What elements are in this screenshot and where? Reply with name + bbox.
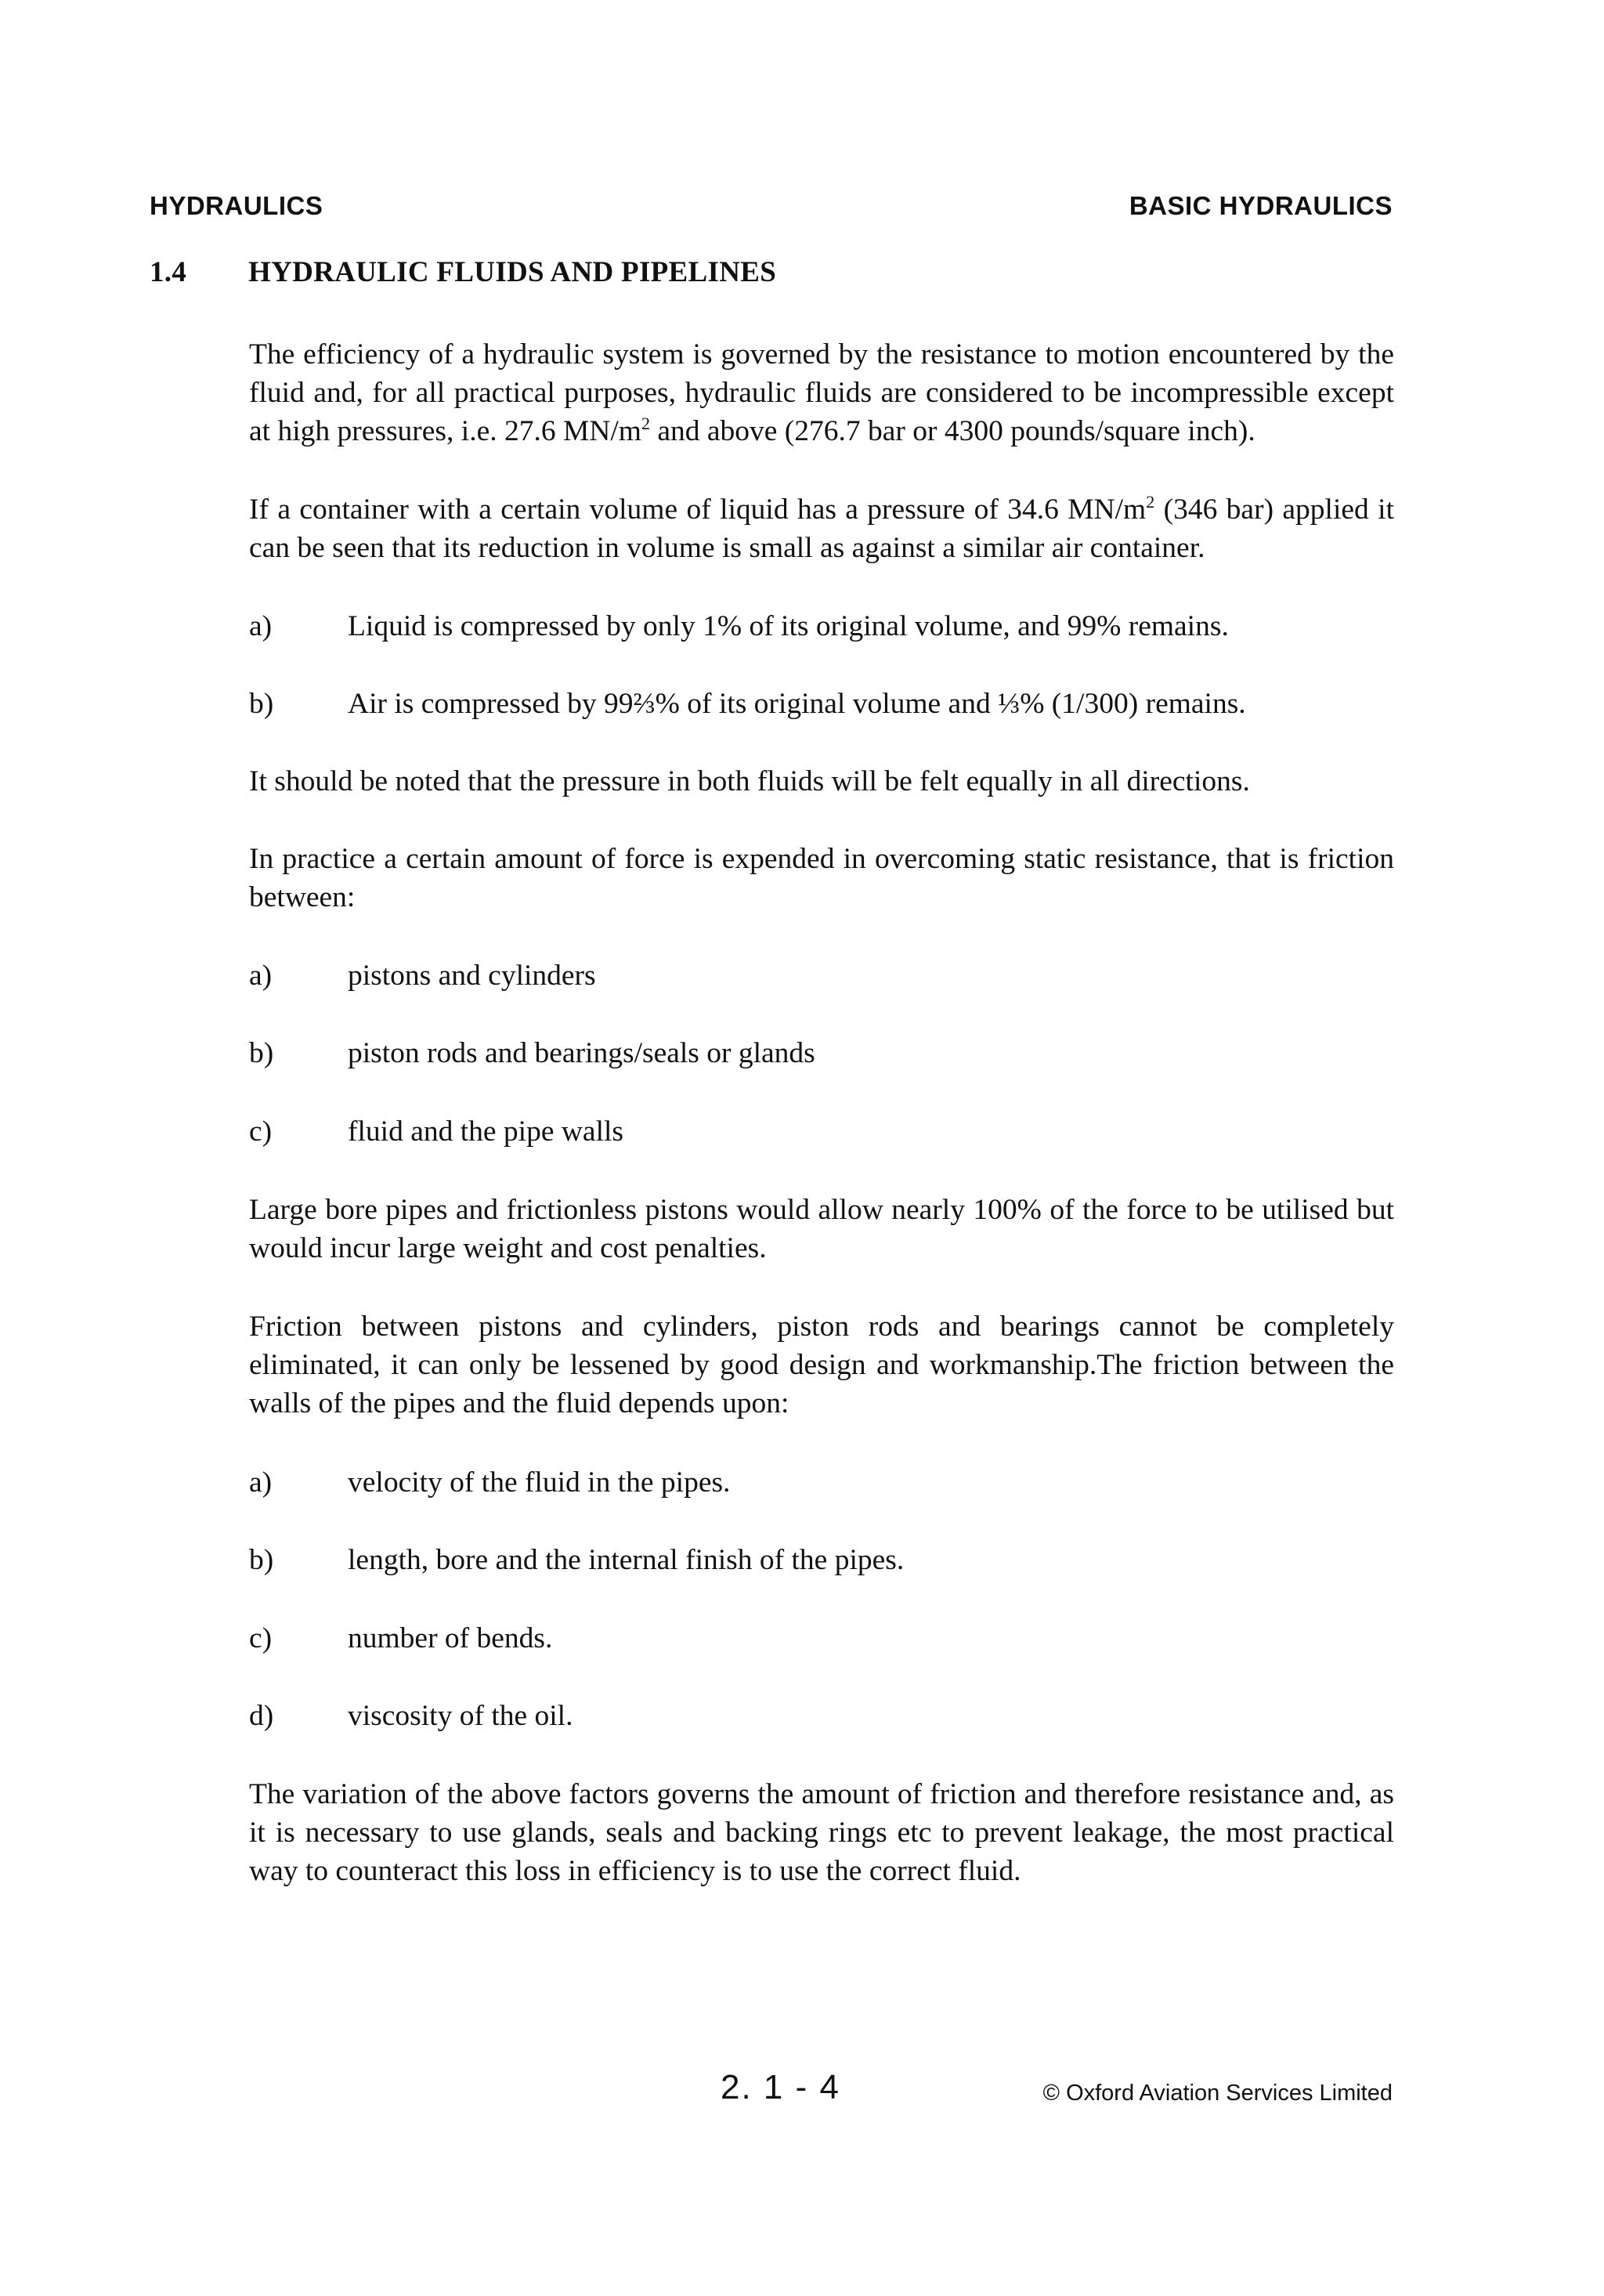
paragraph-efficiency: The efficiency of a hydraulic system is governed by the resistance to motion encountered by the fluid and, for all practical purposes, hydraulic fluids are considered to be incompressible except at high pressures, i.e. 27.6 $MN/m^2$ and above (276.7 bar or 4300 pounds/square inch). (249, 338, 1394, 447)
list-item: b) Air is compressed by 99⅔% of its original volume and ⅓% (1/300) remains. (249, 688, 1246, 720)
paragraph-conclusion: The variation of the above factors governs the amount of friction and therefore resistance and, as it is necessary to use glands, seals and backing rings etc to prevent leakage, the most practical way to counteract this loss in efficiency is to use the correct fluid. (249, 1778, 1394, 1887)
section-heading (150, 255, 776, 289)
paragraph-container: If a container with a certain volume of liquid has a pressure of 34.6 $MN/m^2$ (346 bar) applied it can be seen that its reduction in volume is small as against a similar air container. (249, 492, 1394, 564)
list-item: a) Liquid is compressed by only 1% of its original volume, and 99% remains. (249, 610, 1229, 642)
paragraph-friction: Friction between pistons and cylinders, piston rods and bearings cannot be completely eliminated, it can only be lessened by good design and workmanship.The friction between the walls of the pipes and the fluid depends upon: (249, 1311, 1394, 1419)
list-item: c) number of bends. (249, 1622, 553, 1654)
section-number: 1.4 (150, 256, 187, 288)
list-item: c) fluid and the pipe walls (249, 1115, 624, 1148)
paragraph-large-bore: Large bore pipes and frictionless pistons would allow nearly 100% of the force to be utilised but would incur large weight and cost penalties. (249, 1194, 1394, 1264)
running-header-right: BASIC HYDRAULICS (1129, 191, 1393, 220)
paragraph-pressure-note: It should be noted that the pressure in both fluids will be felt equally in all directions. (249, 765, 1250, 797)
list-item: b) piston rods and bearings/seals or glands (249, 1037, 815, 1069)
page-number: 2. 1 - 4 (721, 2068, 840, 2106)
running-header-left: HYDRAULICS (150, 191, 323, 220)
list-item: a) pistons and cylinders (249, 960, 596, 992)
list-item: b) length, bore and the internal finish of the pipes. (249, 1544, 905, 1576)
section-title: HYDRAULIC FLUIDS AND PIPELINES (248, 256, 777, 288)
list-item: a) velocity of the fluid in the pipes. (249, 1466, 731, 1499)
paragraph-static-resistance: In practice a certain amount of force is expended in overcoming static resistance, that is friction between: (249, 843, 1394, 913)
copyright-notice: © Oxford Aviation Services Limited (1042, 2081, 1393, 2106)
list-item: d) viscosity of the oil. (249, 1700, 573, 1732)
